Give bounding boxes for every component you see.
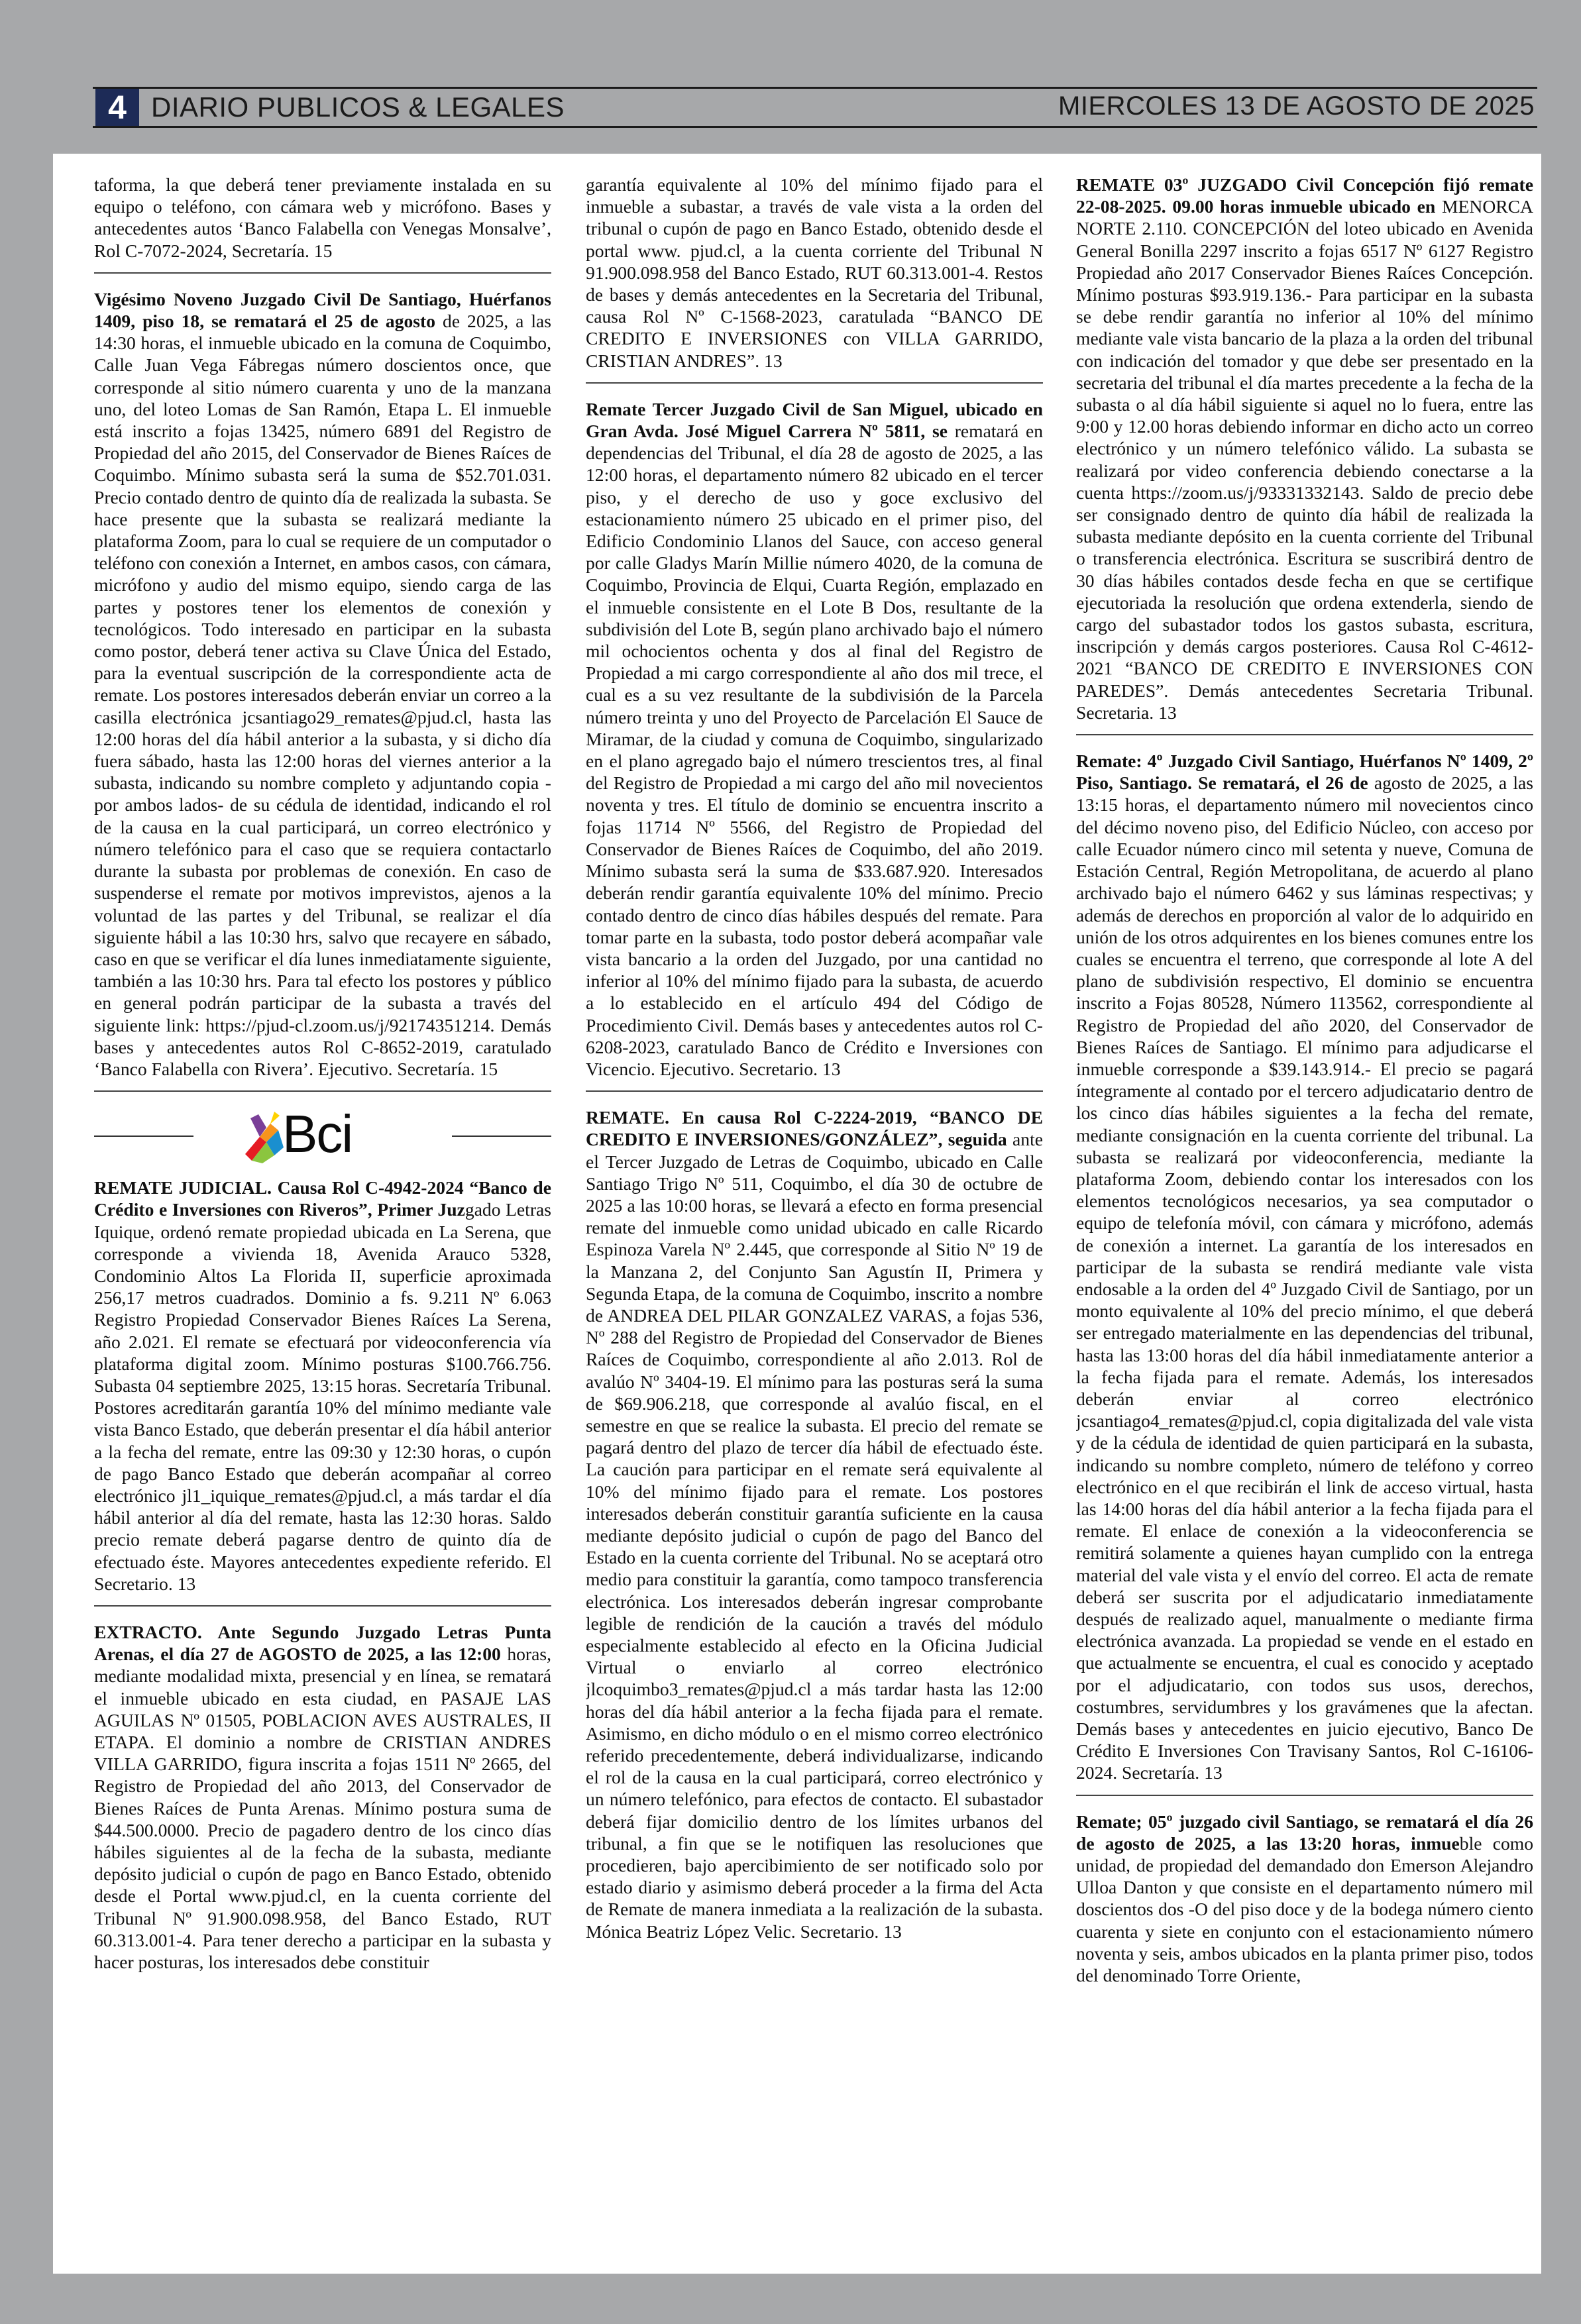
publication-title: DIARIO PUBLICOS & LEGALES xyxy=(151,91,565,123)
notice-divider xyxy=(1076,1795,1533,1796)
notice-heading: Remate: 4º Juzgado Civil Santiago, Huérfanos Nº 1409, 2º Piso, Santiago. Se rematará, el 26 de xyxy=(1076,751,1533,794)
notice-heading: EXTRACTO. Ante Segundo Juzgado Letras Punta Arenas, el día 27 de AGOSTO de 2025, a las 12:00 xyxy=(94,1621,551,1665)
notice-divider xyxy=(94,272,551,274)
legal-notice xyxy=(586,174,1043,372)
notice-divider xyxy=(1076,734,1533,735)
notice-heading: REMATE. En causa Rol C-2224-2019, “BANCO DE CREDITO E INVERSIONES/GONZÁLEZ”, seguida xyxy=(586,1107,1043,1150)
notice-body: rematará en dependencias del Tribunal, el día 28 de agosto de 2025, a las 12:00 horas, el departamento número 82 ubicado en el tercer piso, y el derecho de uso y goce exclusivo del estacionamiento número 25 ubicado en el primer piso, del Edificio Condominio Llanos del Sauce, con acceso general por calle Gladys Marín Millie número 4020, de la comuna de Coquimbo, Provincia de Elqui, Cuarta Región, emplazado en el inmueble consistente en el Lote B Dos, resultante de la subdivisión del Lote B, según plano archivado bajo el número mil ochocientos ochenta y dos al final del Registro de Propiedad a mi cargo correspondiente al año dos mil trece, el cual es a su vez resultante de la subdivisión de la Parcela número treinta y uno del Proyecto de Parcelación El Sauce de Miramar, de la ciudad y comuna de Coquimbo, singularizado en el plano agregado bajo el número trescientos tres, al final del Registro de Propiedad a mi cargo del año mil novecientos noventa y tres. El título de dominio se encuentra inscrito a fojas 11714 Nº 5566, del Registro de Propiedad del Conservador de Bienes Raíces de Coquimbo, del año 2019. Mínimo subasta será la suma de $33.687.920. Interesados deberán rendir garantía equivalente 10% del mínimo. Precio contado dentro de cinco días hábiles después del remate. Para tomar parte en la subasta, todo postor deberá acompañar vale vista bancario a la orden del Juzgado, por una cantidad no inferior al 10% del mínimo fijado para la subasta, de acuerdo a lo establecido en el artículo 494 del Código de Procedimiento Civil. Demás bases y antecedentes autos rol C-6208-2023, caratulado Banco de Crédito e Inversiones con Vicencio. Ejecutivo. Secretario. 13 xyxy=(586,421,1043,1079)
logo-rule-left xyxy=(94,1136,193,1137)
bci-symbol-icon xyxy=(240,1108,286,1163)
legal-notice xyxy=(94,1177,551,1595)
column-3 xyxy=(1076,174,1533,2257)
notice-body: taforma, la que deberá tener previamente instalada en su equipo o teléfono, con cámara web y micrófono. Bases y antecedentes autos ‘Banco Falabella con Venegas Monsalve’, Rol C-7072-2024, Secretaría. 15 xyxy=(94,174,551,261)
notice-divider xyxy=(94,1090,551,1092)
bci-wordmark: Bci xyxy=(282,1104,353,1164)
notice-body: agosto de 2025, a las 13:15 horas, el departamento número mil novecientos cinco del décimo noveno piso, del Edificio Núcleo, con acceso por calle Ecuador número cinco mil setenta y nueve, Comuna de Estación Central, Región Metropolitana, de acuerdo al plano archivado bajo el número 6462 y sus láminas respectivas; y además de derechos en proporción al valor de lo adquirido en unión de los otros adquirentes en los bienes comunes entre los cuales se encuentra el terreno, que corresponde al lote A del plano de subdivisión respectivo, El dominio se encuentra inscrito a Fojas 80528, Número 113562, correspondiente al Registro de Propiedad del año 2020, del Conservador de Bienes Raíces de Santiago. El mínimo para adjudicarse el inmueble corresponde a $39.143.914.- El precio se pagará íntegramente al contado por el tercero adjudicatario dentro de los cinco días hábiles siguientes a la fecha del remate, mediante consignación en la cuenta corriente del tribunal. La subasta se realizará por videoconferencia, mediante la plataforma Zoom, debiendo contar los interesados con los elementos tecnológicos necesarios, ya sea computador o equipo de telefonía móvil, con cámara y micrófono, además de conexión a internet. La garantía de los interesados en participar de la subasta se rendirá mediante vale vista endosable a la orden del 4º Juzgado Civil de Santiago, por un monto equivalente al 10% del precio mínimo, el que deberá ser entregado materialmente en las dependencias del tribunal, hasta las 13:00 horas del día hábil inmediatamente anterior a la fecha fijada para el remate. Además, los interesados deberán enviar al correo electrónico jcsantiago4_remates@pjud.cl, copia digitalizada del vale vista y de la cédula de identidad de quien participará en la subasta, indicando su nombre completo, número de teléfono y correo electrónico en el que recibirán el link de acceso virtual, hasta las 14:00 horas del día hábil anterior a la fecha fijada para el remate. El enlace de conexión a la videoconferencia se remitirá solamente a quienes hayan cumplido con la entrega material del vale vista y el envío del correo. El acta de remate deberá ser suscrita por el adjudicatario inmediatamente después de realizado aquel, manualmente o mediante firma electrónica avanzada. La propiedad se vende en el estado en que actualmente se encuentra, el cual es conocido y aceptado por el adjudicatario, con todos sus usos, derechos, costumbres, servidumbres y los gravámenes que la afectan. Demás bases y antecedentes en juicio ejecutivo, Banco De Crédito E Inversiones Con Travisany Santos, Rol C-16106-2024. Secretaría. 13 xyxy=(1076,772,1533,1783)
column-2 xyxy=(586,174,1043,2257)
notice-divider xyxy=(586,1090,1043,1092)
legal-notice xyxy=(1076,174,1533,723)
notice-body: ble como unidad, de propiedad del demandado don Emerson Alejandro Ulloa Danton y que consiste en el departamento número mil doscientos dos -O del piso doce y de la bodega número ciento cuarenta y siete en conjunto con el estacionamiento número noventa y seis, ambos ubicados en la planta primer piso, todos del denominado Torre Oriente, xyxy=(1076,1832,1533,1986)
bci-logo xyxy=(94,1106,551,1165)
logo-rule-right xyxy=(452,1136,551,1137)
legal-notice xyxy=(94,1621,551,1973)
notice-divider xyxy=(586,382,1043,384)
notice-body: garantía equivalente al 10% del mínimo fijado para el inmueble a subastar, a través de vale vista a la orden del tribunal o cupón de pago en Banco Estado, obtenido desde el portal www. pjud.cl, a la cuenta corriente del Tribunal N 91.900.098.958 del Banco Estado, RUT 60.313.001-4. Restos de bases y demás antecedentes en la Secretaria del Tribunal, causa Rol Nº C-1568-2023, caratulada “BANCO DE CREDITO E INVERSIONES con VILLA GARRIDO, CRISTIAN ANDRES”. 13 xyxy=(586,174,1043,371)
notice-body: horas, mediante modalidad mixta, presencial y en línea, se rematará el inmueble ubicado en esta ciudad, en PASAJE LAS AGUILAS Nº 01505, POBLACION AVES AUSTRALES, II ETAPA. El dominio a nombre de CRISTIAN ANDRES VILLA GARRIDO, figura inscrita a fojas 1511 Nº 2665, del Registro de Propiedad del año 2013, del Conservador de Bienes Raíces de Punta Arenas. Mínimo postura suma de $44.500.0000. Precio de pagadero dentro de los cinco días hábiles siguientes al de la fecha de la subasta, mediante depósito judicial o cupón de pago en Banco Estado, obtenido desde el Portal www.pjud.cl, en la cuenta corriente del Tribunal Nº 91.900.098.958, del Banco Estado, RUT 60.313.001-4. Para tener derecho a participar en la subasta y hacer posturas, los interesados debe constituir xyxy=(94,1644,551,1973)
legal-notice xyxy=(586,1106,1043,1942)
notice-body: de 2025, a las 14:30 horas, el inmueble ubicado en la comuna de Coquimbo, Calle Juan Vega Fábregas número doscientos once, que corresponde al sitio número cuarenta y uno de la manzana uno, del loteo Lomas de San Ramón, Etapa L. El inmueble está inscrito a fojas 13425, número 6891 del Registro de Propiedad del año 2015, del Conservador de Bienes Raíces de Coquimbo. Mínimo subasta será la suma de $52.701.031. Precio contado dentro de quinto día de realizada la subasta. Se hace presente que la subasta se realizará mediante la plataforma Zoom, para lo cual se requiere de un computador o teléfono con conexión a Internet, en ambos casos, con cámara, micrófono y audio del mismo equipo, siendo carga de las partes y postores tener los elementos de conexión y tecnológicos. Todo interesado en participar en la subasta como postor, deberá tener activa su Clave Única del Estado, para la eventual suscripción de la correspondiente acta de remate. Los postores interesados deberán enviar un correo a la casilla electrónica jcsantiago29_remates@pjud.cl, hasta las 12:00 horas del día hábil anterior a la subasta, y si dicho día fuera sábado, hasta las 12:00 horas del viernes anterior a la subasta, indicando su nombre completo y adjuntando copia -por ambos lados- de su cédula de identidad, indicando el rol de la causa en la cual participará, un correo electrónico y número telefónico para el caso que se requiera contactarlo durante la subasta por problemas de conexión. En caso de suspenderse el remate por motivos imprevistos, ajenos a la voluntad de las partes y del Tribunal, se realizar el día siguiente hábil a las 10:30 hrs, salvo que recayere en sábado, caso en que se verificar el día lunes inmediatamente siguiente, también a las 10:30 hrs. Para tal efecto los postores y público en general podrán participar de la subasta a través del siguiente link: https://pjud-cl.zoom.us/j/92174351214. Demás bases y antecedentes autos Rol C-8652-2019, caratulado ‘Banco Falabella con Rivera’. Ejecutivo. Secretaría. 15 xyxy=(94,311,551,1079)
notice-heading: REMATE JUDICIAL. Causa Rol C-4942-2024 “Banco de Crédito e Inversiones con Riveros”, Primer Juz xyxy=(94,1177,551,1220)
notice-body: ante el Tercer Juzgado de Letras de Coquimbo, ubicado en Calle Santiago Trigo Nº 511, Coquimbo, el día 30 de octubre de 2025 a las 10:00 horas, se llevará a efecto en forma presencial remate del inmueble como unidad ubicado en calle Ricardo Espinoza Varela Nº 2.445, que corresponde al Sitio Nº 19 de la Manzana 2, del Conjunto San Agustín II, Primera y Segunda Etapa, de la comuna de Coquimbo, inscrito a nombre de ANDREA DEL PILAR GONZALEZ VARAS, a fojas 536, Nº 288 del Registro de Propiedad del Conservador de Bienes Raíces de Coquimbo, correspondiente al año 2.013. Rol de avalúo Nº 3404-19. El mínimo para las posturas será la suma de $69.906.218, que corresponde al avalúo fiscal, en el semestre en que se realice la subasta. El precio del remate se pagará dentro del plazo de tercer día hábil de efectuado éste. La caución para participar en el remate será equivalente al 10% del mínimo fijado para el remate. Los postores interesados deberán constituir garantía suficiente en la causa mediante depósito judicial o cupón de pago del Banco del Estado en la cuenta corriente del Tribunal. No se aceptará otro medio para constituir la garantía, como tampoco transferencia electrónica. Los interesados deberán ingresar comprobante legible de rendición de la caución a través del módulo especialmente establecido al efecto en la Oficina Judicial Virtual o enviarlo al correo electrónico jlcoquimbo3_remates@pjud.cl a más tardar hasta las 12:00 horas del día hábil anterior a la fecha fijada para el remate. Asimismo, en dicho módulo o en el mismo correo electrónico referido precedentemente, deberá individualizarse, indicando el rol de la causa en la cual participará, correo electrónico y un número telefónico, para efectos de contacto. El subastador deberá fijar domicilio dentro de los límites urbanos del tribunal, a fin que se le notifiquen las resoluciones que procedieren, bajo apercibimiento de ser notificado solo por estado diario y asimismo deberá proceder a la firma del Acta de Remate de manera inmediata a la realización de la subasta. Mónica Beatriz López Velic. Secretario. 13 xyxy=(586,1129,1043,1942)
legal-notice xyxy=(1076,1811,1533,1987)
legal-notice xyxy=(1076,750,1533,1784)
notice-heading: Vigésimo Noveno Juzgado Civil De Santiago, Huérfanos 1409, piso 18, se rematará el 25 de agosto xyxy=(94,288,551,332)
bci-symbol-segment xyxy=(266,1112,280,1128)
issue-date: MIERCOLES 13 DE AGOSTO DE 2025 xyxy=(1058,91,1535,121)
legal-notice xyxy=(586,398,1043,1080)
page-number-box: 4 xyxy=(95,89,139,126)
column-1 xyxy=(94,174,551,2257)
notice-heading: Remate Tercer Juzgado Civil de San Miguel, ubicado en Gran Avda. José Miguel Carrera Nº 5811, se xyxy=(586,398,1043,442)
notice-body: gado Letras Iquique, ordenó remate propiedad ubicada en La Serena, que corresponde a vivienda 18, Avenida Arauco 5328, Condominio Altos La Florida II, superficie aproximada 256,17 metros cuadrados. Dominio a fs. 9.211 Nº 6.063 Registro Propiedad Conservador Bienes Raíces La Serena, año 2.021. El remate se efectuará por videoconferencia vía plataforma digital zoom. Mínimo posturas $100.766.756. Subasta 04 septiembre 2025, 13:15 horas. Secretaría Tribunal. Postores acreditarán garantía 10% del mínimo mediante vale vista Banco Estado, que deberán presentar el día hábil anterior a la fecha del remate, entre las 09:30 y 12:30 horas, o cupón de pago Banco Estado que deberán acompañar al correo electrónico jl1_iquique_remates@pjud.cl, a más tardar el día hábil anterior al día del remate, hasta las 12:30 horas. Saldo precio remate deberá pagarse dentro de quinto día de efectuado éste. Mayores antecedentes expediente referido. El Secretario. 13 xyxy=(94,1199,551,1594)
header-bottom-rule xyxy=(93,126,1537,128)
header-top-rule xyxy=(93,87,1537,89)
notice-heading: REMATE 03º JUZGADO Civil Concepción fijó remate 22-08-2025. 09.00 horas inmueble ubicado en xyxy=(1076,174,1533,217)
notice-divider xyxy=(94,1605,551,1607)
notice-heading: Remate; 05º juzgado civil Santiago, se rematará el día 26 de agosto de 2025, a las 13:20 horas, inmue xyxy=(1076,1811,1533,1854)
legal-notice xyxy=(94,174,551,262)
notice-body: MENORCA NORTE 2.110. CONCEPCIÓN del loteo ubicado en Avenida General Bonilla 2297 inscrito a fojas 6517 Nº 6127 Registro Propiedad año 2017 Conservador Bienes Raíces Concepción. Mínimo posturas $93.919.136.- Para participar en la subasta se debe rendir garantía no inferior al 10% del mínimo mediante vale vista bancario de la plaza a la orden del tribunal con indicación del tomador y que debe ser presentado en la secretaria del tribunal el día martes precedente a la fecha de la subasta o al día hábil siguiente si aquel no lo fuera, entre las 9:00 y 12.00 horas debiendo informar en dicho acto un correo electrónico y un número telefónico válido. La subasta se realizará por video conferencia debiendo conectarse a la cuenta https://zoom.us/j/93331332143. Saldo de precio debe ser consignado dentro de quinto día hábil de realizada la subasta mediante depósito en la cuenta corriente del Tribunal o transferencia electrónica. Escritura se suscribirá dentro de 30 días hábiles contados desde fecha en que se certifique ejecutoriada la resolución que ordena extenderla, siendo de cargo del subastador todos los gastos subasta, escritura, inscripción y demás cargos posteriores. Causa Rol C-4612-2021 “BANCO DE CREDITO E INVERSIONES CON PAREDES”. Demás antecedentes Secretaria Tribunal. Secretaria. 13 xyxy=(1076,196,1533,723)
legal-notice xyxy=(94,288,551,1080)
